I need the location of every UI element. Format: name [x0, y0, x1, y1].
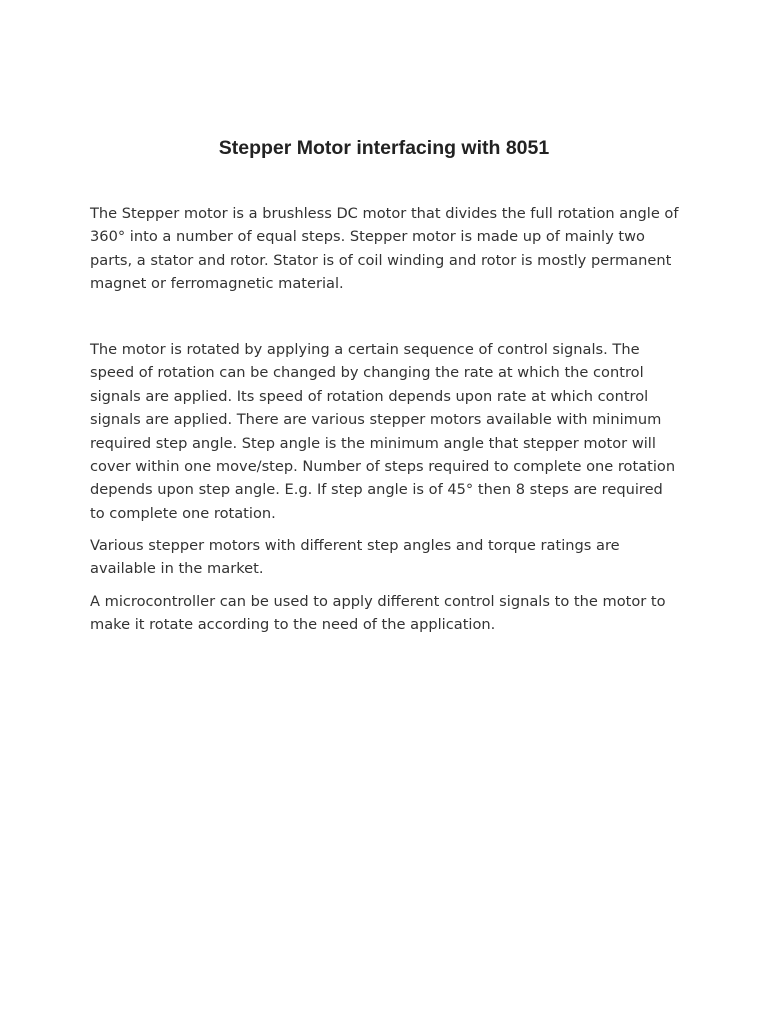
paragraph-intro: The Stepper motor is a brushless DC motor that divides the full rotation angle of 360° into a number of equal steps. Stepper motor is made up of mainly two parts, a stator and rotor. Stator is of coil winding and rotor is mostly permanent magnet or ferromagnetic material.	[90, 205, 679, 293]
paragraph-microcontroller: A microcontroller can be used to apply different control signals to the motor to make it rotate according to the need of the application.	[90, 593, 666, 634]
paragraph-market: Various stepper motors with different step angles and torque ratings are available in the market.	[90, 537, 620, 578]
paragraph-rotation: The motor is rotated by applying a certain sequence of control signals. The speed of rotation can be changed by changing the rate at which the control signals are applied. Its speed of rotation depends upon rate at which control signals are applied. There are various stepper motors available with minimum required step angle. Step angle is the minimum angle that stepper motor will cover within one move/step. Number of steps required to complete one rotation depends upon step angle. E.g. If step angle is of 45° then 8 steps are required to complete one rotation.	[90, 341, 676, 522]
page-title: Stepper Motor interfacing with 8051	[218, 137, 550, 159]
